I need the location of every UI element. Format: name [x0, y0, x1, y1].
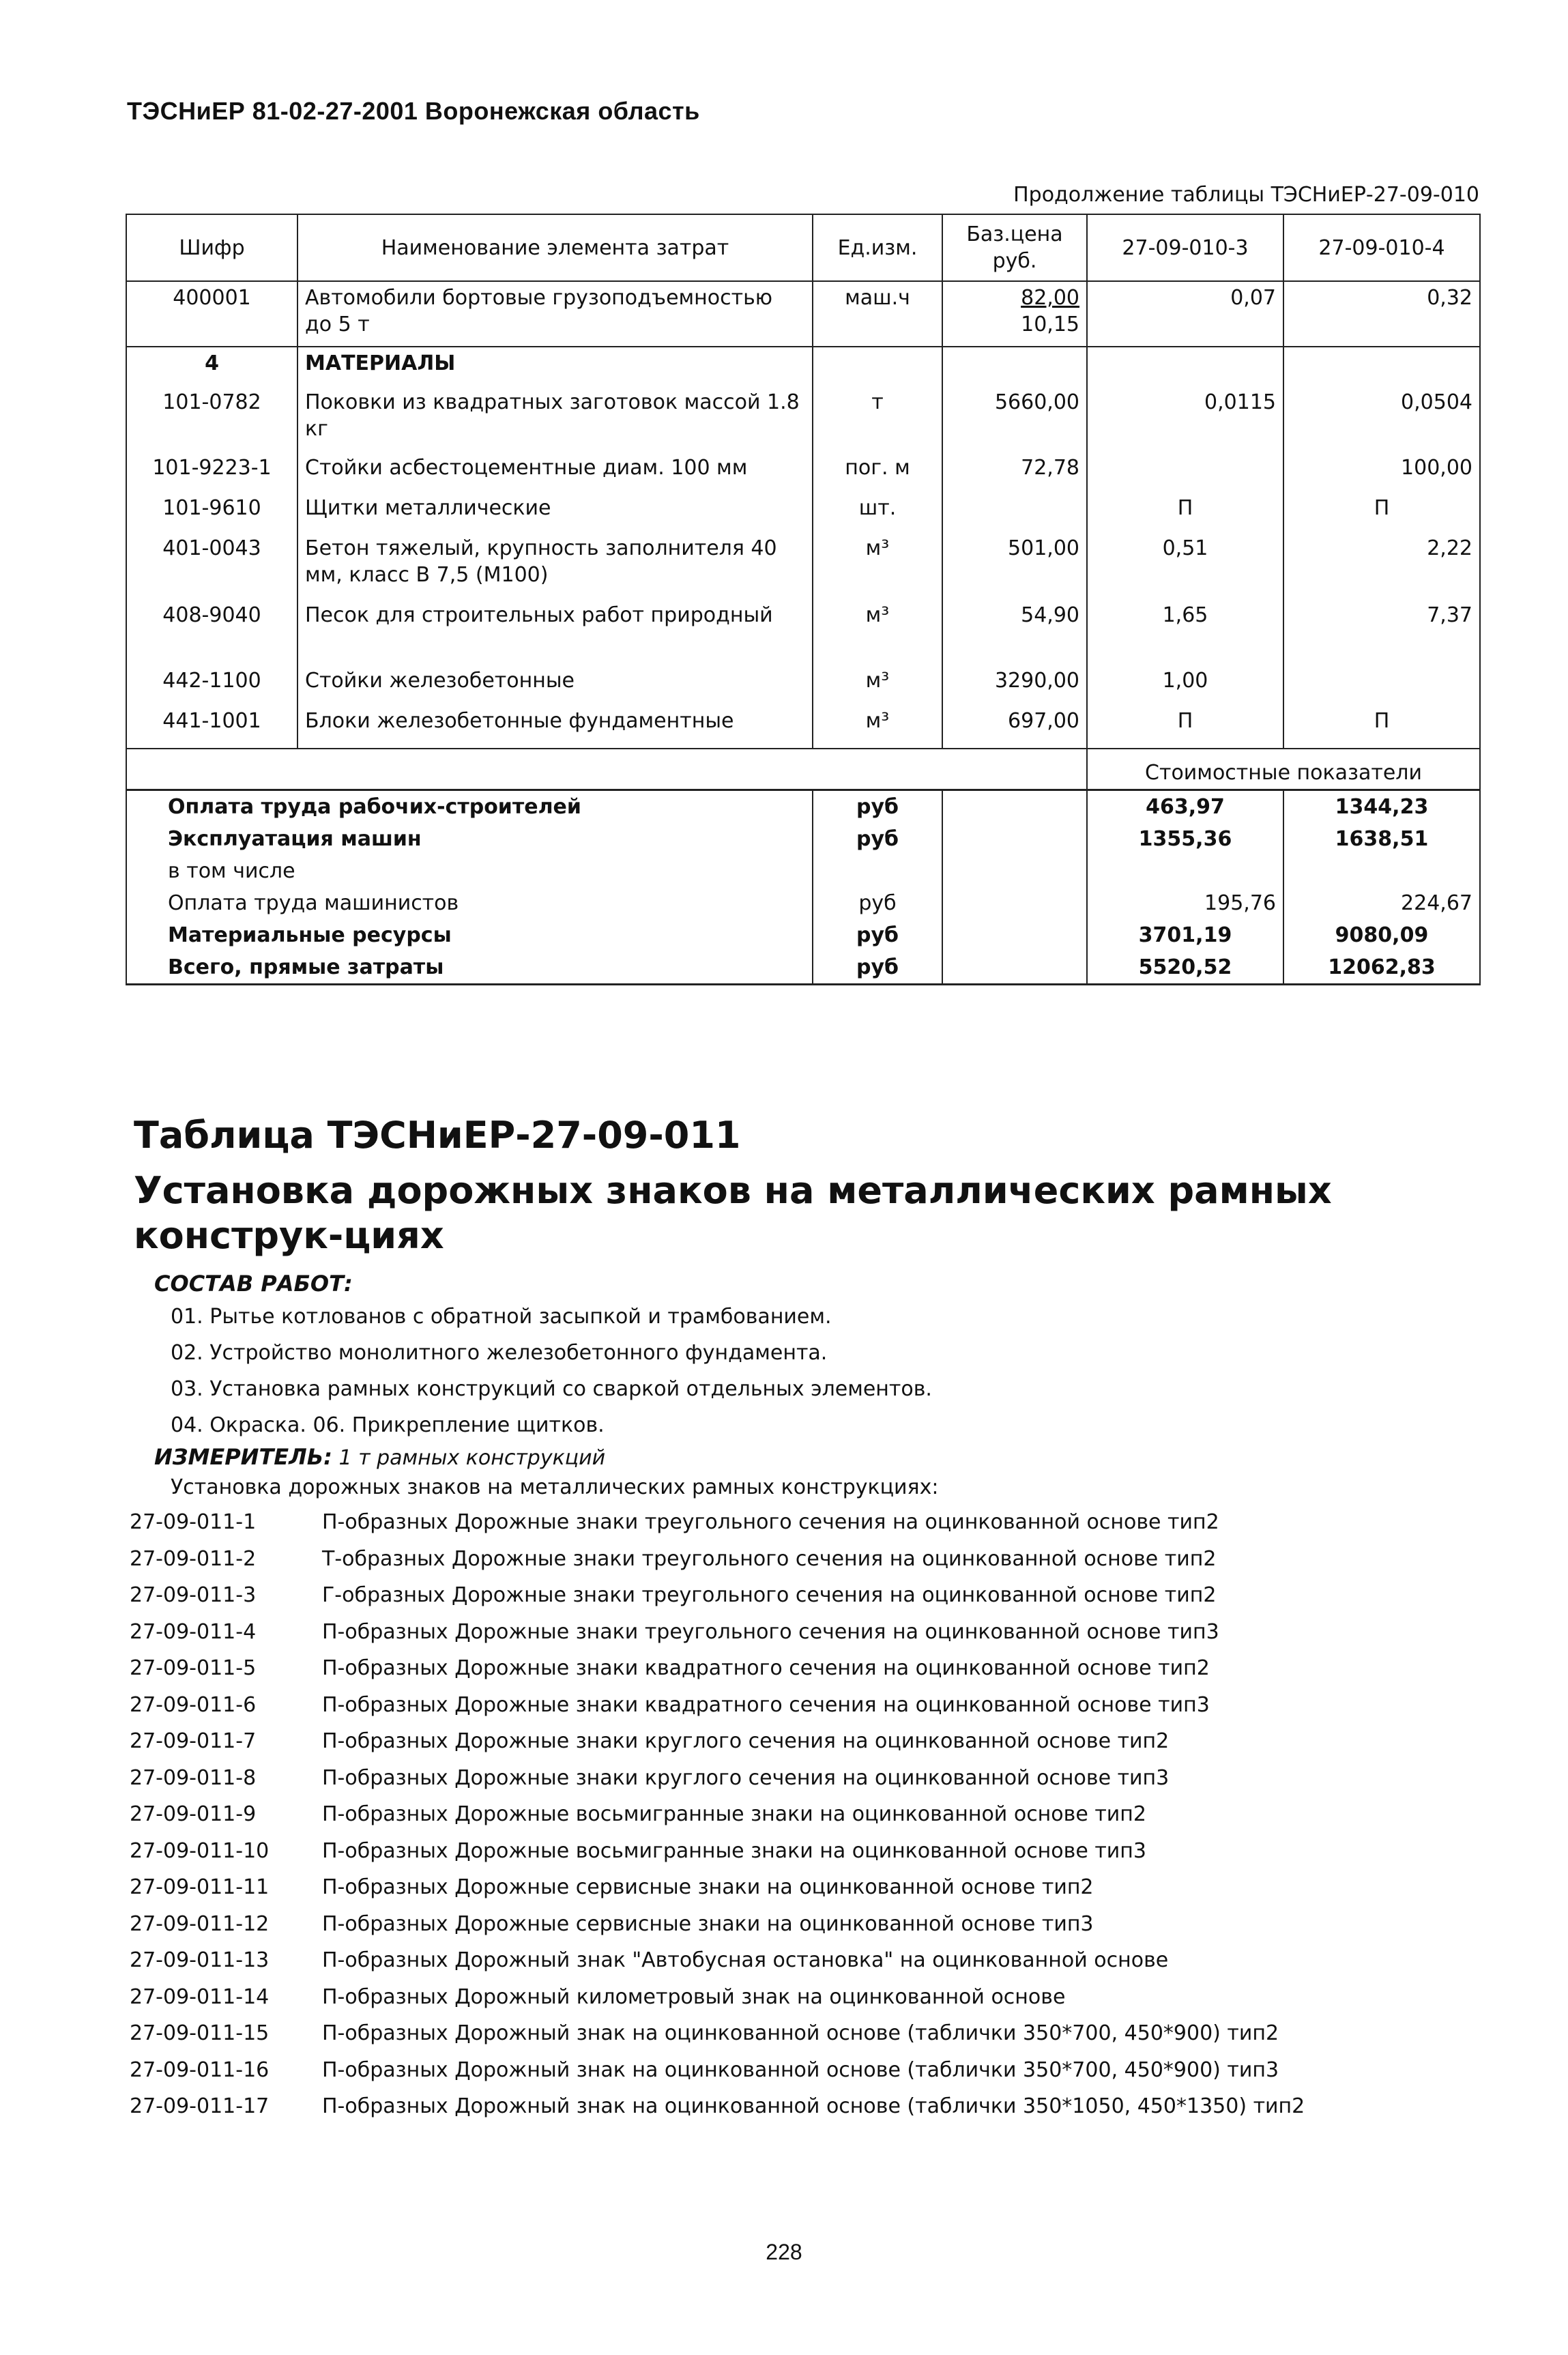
cell-unit: шт.	[813, 492, 942, 532]
cell-code: 101-0782	[126, 386, 297, 452]
item-text: П-образных Дорожный километровый знак на оцинкованной основе	[322, 1984, 1066, 2009]
cell-unit: маш.ч	[813, 281, 942, 347]
summary-value-4: 1344,23	[1283, 790, 1480, 823]
cell-price: 5660,00	[942, 386, 1087, 452]
list-item	[130, 1547, 1305, 1584]
intro-text: Установка дорожных знаков на металлических рамных конструкциях:	[171, 1475, 939, 1499]
cell-name: Блоки железобетонные фундаментные	[297, 705, 813, 749]
code-list	[130, 1510, 1305, 2131]
page-header: ТЭСНиЕР 81-02-27-2001 Воронежская область	[127, 97, 700, 125]
cell-value-3: 0,07	[1087, 281, 1283, 347]
list-item	[130, 2094, 1305, 2131]
table-row	[126, 347, 1480, 386]
item-code: 27-09-011-7	[130, 1729, 257, 1753]
summary-row	[126, 790, 1480, 823]
summary-label: Эксплуатация машин	[126, 823, 813, 855]
cell-name: Стойки железобетонные	[297, 665, 813, 705]
table-continuation-caption: Продолжение таблицы ТЭСНиЕР-27-09-010	[1013, 183, 1479, 207]
cell-value-3: П	[1087, 492, 1283, 532]
column-header: Ед.изм.	[813, 214, 942, 281]
list-item	[130, 2058, 1305, 2095]
item-text: П-образных Дорожные знаки треугольного сечения на оцинкованной основе тип3	[322, 1619, 1219, 1644]
summary-label: в том числе	[126, 855, 813, 887]
item-code: 27-09-011-3	[130, 1583, 257, 1607]
list-item	[130, 1583, 1305, 1620]
item-text: П-образных Дорожный знак на оцинкованной основе (таблички 350*700, 450*900) тип3	[322, 2057, 1279, 2082]
list-item	[130, 1985, 1305, 2022]
summary-value-4	[1283, 855, 1480, 887]
summary-row	[126, 951, 1480, 985]
summary-unit: руб	[813, 919, 942, 951]
item-code: 27-09-011-16	[130, 2057, 270, 2082]
cell-name: Песок для строительных работ природный	[297, 599, 813, 665]
cell-code: 101-9610	[126, 492, 297, 532]
item-code: 27-09-011-13	[130, 1948, 270, 1972]
summary-label: Материальные ресурсы	[126, 919, 813, 951]
table-row	[126, 665, 1480, 705]
cell-price: 697,00	[942, 705, 1087, 749]
cell-price	[942, 281, 1087, 347]
cost-indicators-label: Стоимостные показатели	[1087, 749, 1480, 790]
item-code: 27-09-011-6	[130, 1692, 257, 1717]
cell-price: 3290,00	[942, 665, 1087, 705]
cell-value-4: 0,0504	[1283, 386, 1480, 452]
item-code: 27-09-011-4	[130, 1619, 257, 1644]
measure-value: 1 т рамных конструкций	[338, 1446, 606, 1470]
cell-value-4: 100,00	[1283, 452, 1480, 492]
cell-code: 4	[126, 347, 297, 386]
list-item	[130, 1729, 1305, 1766]
item-text: П-образных Дорожные знаки квадратного сечения на оцинкованной основе тип3	[322, 1692, 1210, 1717]
cell-price: 501,00	[942, 532, 1087, 599]
item-code: 27-09-011-14	[130, 1984, 270, 2009]
column-header: 27-09-010-4	[1283, 214, 1480, 281]
summary-unit	[813, 855, 942, 887]
summary-row	[126, 887, 1480, 919]
item-code: 27-09-011-2	[130, 1546, 257, 1571]
item-code: 27-09-011-8	[130, 1765, 257, 1790]
measure-label: ИЗМЕРИТЕЛЬ:	[154, 1444, 332, 1470]
cell-unit: м³	[813, 532, 942, 599]
list-item	[130, 1510, 1305, 1547]
item-text: П-образных Дорожные знаки круглого сечения на оцинкованной основе тип3	[322, 1765, 1170, 1790]
item-text: П-образных Дорожные знаки квадратного сечения на оцинкованной основе тип2	[322, 1656, 1210, 1680]
cell-value-4: 0,32	[1283, 281, 1480, 347]
cell-value-4: 2,22	[1283, 532, 1480, 599]
item-text: П-образных Дорожные сервисные знаки на оцинкованной основе тип2	[322, 1875, 1094, 1899]
item-code: 27-09-011-11	[130, 1875, 270, 1899]
cell-name: Поковки из квадратных заготовок массой 1.8 кг	[297, 386, 813, 452]
item-code: 27-09-011-5	[130, 1656, 257, 1680]
summary-label: Оплата труда рабочих-строителей	[126, 790, 813, 823]
list-item	[130, 1875, 1305, 1912]
work-item: 02. Устройство монолитного железобетонного фундамента.	[171, 1341, 828, 1365]
list-item	[130, 1948, 1305, 1985]
cell-value-4: 7,37	[1283, 599, 1480, 665]
summary-value-3	[1087, 855, 1283, 887]
work-composition-label: СОСТАВ РАБОТ:	[154, 1271, 353, 1297]
measure-line	[154, 1444, 605, 1470]
summary-row	[126, 823, 1480, 855]
item-code: 27-09-011-10	[130, 1838, 270, 1863]
cost-indicators-row	[126, 749, 1480, 790]
summary-unit: руб	[813, 790, 942, 823]
item-code: 27-09-011-17	[130, 2094, 270, 2118]
table-row	[126, 452, 1480, 492]
cell-unit: пог. м	[813, 452, 942, 492]
item-code: 27-09-011-1	[130, 1510, 257, 1534]
item-code: 27-09-011-15	[130, 2021, 270, 2045]
list-item	[130, 1693, 1305, 1730]
cell-name: Бетон тяжелый, крупность заполнителя 40 мм, класс В 7,5 (М100)	[297, 532, 813, 599]
cell-name: Стойки асбестоцементные диам. 100 мм	[297, 452, 813, 492]
cell-value-4	[1283, 665, 1480, 705]
summary-value-4: 224,67	[1283, 887, 1480, 919]
price-bottom: 10,15	[1021, 313, 1079, 336]
table-subtitle: Установка дорожных знаков на металлических рамных конструк-циях	[134, 1169, 1332, 1257]
column-header: Баз.цена руб.	[942, 214, 1087, 281]
page-number: 228	[766, 2240, 802, 2264]
summary-value-4: 9080,09	[1283, 919, 1480, 951]
summary-label: Оплата труда машинистов	[126, 887, 813, 919]
table-row	[126, 705, 1480, 749]
list-item	[130, 1839, 1305, 1876]
summary-value-3: 3701,19	[1087, 919, 1283, 951]
summary-value-3: 5520,52	[1087, 951, 1283, 985]
summary-value-3: 195,76	[1087, 887, 1283, 919]
list-item	[130, 1912, 1305, 1949]
summary-row	[126, 855, 1480, 887]
price-top: 82,00	[1021, 286, 1079, 310]
cell-value-3: 0,0115	[1087, 386, 1283, 452]
item-text: П-образных Дорожные восьмигранные знаки на оцинкованной основе тип3	[322, 1838, 1146, 1863]
table-row	[126, 532, 1480, 599]
item-text: П-образных Дорожный знак на оцинкованной основе (таблички 350*1050, 450*1350) тип2	[322, 2094, 1305, 2118]
cell-value-3: 0,51	[1087, 532, 1283, 599]
item-text: П-образных Дорожные знаки круглого сечения на оцинкованной основе тип2	[322, 1729, 1170, 1753]
cost-table	[126, 214, 1481, 985]
table-row	[126, 386, 1480, 452]
work-item: 04. Окраска. 06. Прикрепление щитков.	[171, 1413, 605, 1437]
cell-value-4: П	[1283, 705, 1480, 749]
list-item	[130, 2021, 1305, 2058]
cell-value-3: П	[1087, 705, 1283, 749]
table-row	[126, 492, 1480, 532]
summary-value-4: 1638,51	[1283, 823, 1480, 855]
column-header: 27-09-010-3	[1087, 214, 1283, 281]
table-row	[126, 281, 1480, 347]
cell-code: 442-1100	[126, 665, 297, 705]
item-text: П-образных Дорожные восьмигранные знаки на оцинкованной основе тип2	[322, 1802, 1146, 1826]
summary-row	[126, 919, 1480, 951]
summary-value-3: 463,97	[1087, 790, 1283, 823]
item-text: П-образных Дорожные сервисные знаки на оцинкованной основе тип3	[322, 1911, 1094, 1936]
cell-value-4: П	[1283, 492, 1480, 532]
cell-price	[942, 492, 1087, 532]
item-text: Т-образных Дорожные знаки треугольного сечения на оцинкованной основе тип2	[322, 1546, 1217, 1571]
cell-name: Щитки металлические	[297, 492, 813, 532]
item-text: П-образных Дорожные знаки треугольного сечения на оцинкованной основе тип2	[322, 1510, 1219, 1534]
item-text: Г-образных Дорожные знаки треугольного сечения на оцинкованной основе тип2	[322, 1583, 1217, 1607]
summary-label: Всего, прямые затраты	[126, 951, 813, 985]
cell-code: 101-9223-1	[126, 452, 297, 492]
work-item: 03. Установка рамных конструкций со сваркой отдельных элементов.	[171, 1377, 932, 1401]
cell-price: 72,78	[942, 452, 1087, 492]
cell-unit: м³	[813, 599, 942, 665]
cell-price: 54,90	[942, 599, 1087, 665]
work-item: 01. Рытье котлованов с обратной засыпкой и трамбованием.	[171, 1305, 832, 1329]
summary-value-4: 12062,83	[1283, 951, 1480, 985]
cell-value-3	[1087, 452, 1283, 492]
cell-unit: м³	[813, 665, 942, 705]
cell-code: 408-9040	[126, 599, 297, 665]
list-item	[130, 1656, 1305, 1693]
cell-code: 401-0043	[126, 532, 297, 599]
column-header: Наименование элемента затрат	[297, 214, 813, 281]
summary-value-3: 1355,36	[1087, 823, 1283, 855]
cell-value-3: 1,00	[1087, 665, 1283, 705]
cell-unit: т	[813, 386, 942, 452]
item-code: 27-09-011-12	[130, 1911, 270, 1936]
cell-code: 400001	[126, 281, 297, 347]
item-text: П-образных Дорожный знак "Автобусная остановка" на оцинкованной основе	[322, 1948, 1169, 1972]
summary-unit: руб	[813, 887, 942, 919]
table-row	[126, 599, 1480, 665]
summary-unit: руб	[813, 823, 942, 855]
table-header-row	[126, 214, 1480, 281]
summary-unit: руб	[813, 951, 942, 985]
section-heading: МАТЕРИАЛЫ	[297, 347, 813, 386]
cell-value-3: 1,65	[1087, 599, 1283, 665]
list-item	[130, 1802, 1305, 1839]
cell-unit: м³	[813, 705, 942, 749]
cell-name: Автомобили бортовые грузоподъемностью до 5 т	[297, 281, 813, 347]
table-title: Таблица ТЭСНиЕР-27-09-011	[134, 1114, 741, 1157]
item-code: 27-09-011-9	[130, 1802, 257, 1826]
cell-code: 441-1001	[126, 705, 297, 749]
list-item	[130, 1620, 1305, 1657]
column-header: Шифр	[126, 214, 297, 281]
list-item	[130, 1766, 1305, 1803]
item-text: П-образных Дорожный знак на оцинкованной основе (таблички 350*700, 450*900) тип2	[322, 2021, 1279, 2045]
